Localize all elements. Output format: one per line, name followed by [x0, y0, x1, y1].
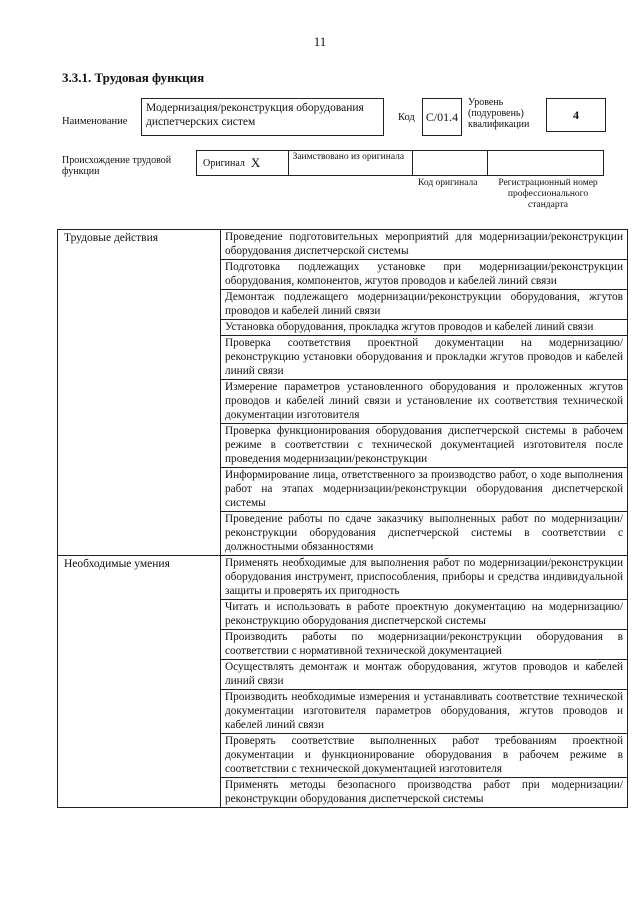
- table-item: Проведение подготовительных мероприятий для модернизации/реконструкции оборудования диспетчерской системы: [221, 230, 627, 260]
- page-number: 11: [313, 34, 327, 49]
- section-category: Необходимые умения: [58, 556, 221, 808]
- code-value: C/01.4: [422, 98, 462, 136]
- borrowed-label: Заимствовано из оригинала: [289, 151, 413, 175]
- original-label: Оригинал: [203, 157, 245, 169]
- table-item: Измерение параметров установленного оборудования и проложенных жгутов проводов и кабелей линий связи и установление их соответствия технической документации изготовителя: [221, 380, 627, 424]
- table-item: Проверка соответствия проектной документации на модернизацию/реконструкцию установки оборудования и прокладки жгутов проводов и кабелей линий связи: [221, 336, 627, 380]
- table-item: Производить работы по модернизации/реконструкции оборудования в соответствии с нормативной технической документацией: [221, 630, 627, 660]
- table-item: Применять необходимые для выполнения работ по модернизации/реконструкции оборудования инструмент, приспособления, приборы и средства индивидуальной защиты и проверять их пригодность: [221, 556, 627, 600]
- table-item: Проверка функционирования оборудования диспетчерской системы в рабочем режиме в соответствии с технической документацией изготовителя после проведения модернизации/реконструкции: [221, 424, 627, 468]
- level-value: 4: [546, 98, 606, 132]
- table-item: Проверять соответствие выполненных работ требованиям проектной документации и функционирование оборудования в рабочем режиме в соответствии с технической документацией изготовителя: [221, 734, 627, 778]
- section-row: [58, 556, 628, 808]
- section-title: 3.3.1. Трудовая функция: [62, 70, 205, 85]
- table-item: Осуществлять демонтаж и монтаж оборудования, жгутов проводов и кабелей линий связи: [221, 660, 627, 690]
- level-label: Уровень (подуровень) квалификации: [468, 97, 530, 130]
- table-item: Подготовка подлежащих установке при модернизации/реконструкции оборудования, компонентов, жгутов проводов и кабелей линий связи: [221, 260, 627, 290]
- table-item: Производить необходимые измерения и устанавливать соответствие технической документации изготовителя параметров оборудования, жгутов проводов и кабелей линий связи: [221, 690, 627, 734]
- table-item: Демонтаж подлежащего модернизации/реконструкции оборудования, жгутов проводов и кабелей линий связи: [221, 290, 627, 320]
- original-mark: X: [250, 155, 261, 170]
- reg-number-label: Регистрационный номер профессионального стандарта: [498, 178, 598, 210]
- section-items: [221, 230, 628, 556]
- origin-row: [196, 150, 604, 176]
- section-row: [58, 230, 628, 556]
- code-label: Код: [398, 112, 415, 123]
- origin-label: Происхождение трудовой функции: [62, 155, 172, 177]
- table-item: Проведение работы по сдаче заказчику выполненных работ по модернизации/реконструкции оборудования диспетчерской системы в соответствии с должностными обязанностями: [225, 513, 623, 553]
- function-table: [57, 229, 628, 808]
- origin-reg-cell: [488, 151, 603, 175]
- name-label: Наименование: [62, 116, 128, 127]
- table-item: Информирование лица, ответственного за производство работ, о ходе выполнения работ на этапах модернизации/реконструкции оборудования диспетчерской системы: [221, 468, 627, 512]
- section-category: Трудовые действия: [58, 230, 221, 556]
- origin-original-cell: [197, 151, 289, 175]
- code-original-label: Код оригинала: [418, 178, 478, 188]
- section-items: [221, 556, 628, 808]
- table-item: Установка оборудования, прокладка жгутов проводов и кабелей линий связи: [221, 320, 627, 336]
- origin-code-cell: [413, 151, 488, 175]
- table-item: Читать и использовать в работе проектную документацию на модернизацию/реконструкцию оборудования диспетчерской системы: [221, 600, 627, 630]
- name-value: Модернизация/реконструкция оборудования диспетчерских систем: [141, 98, 384, 136]
- table-item: Применять методы безопасного производства работ при модернизации/реконструкции оборудования диспетчерской системы: [225, 779, 623, 805]
